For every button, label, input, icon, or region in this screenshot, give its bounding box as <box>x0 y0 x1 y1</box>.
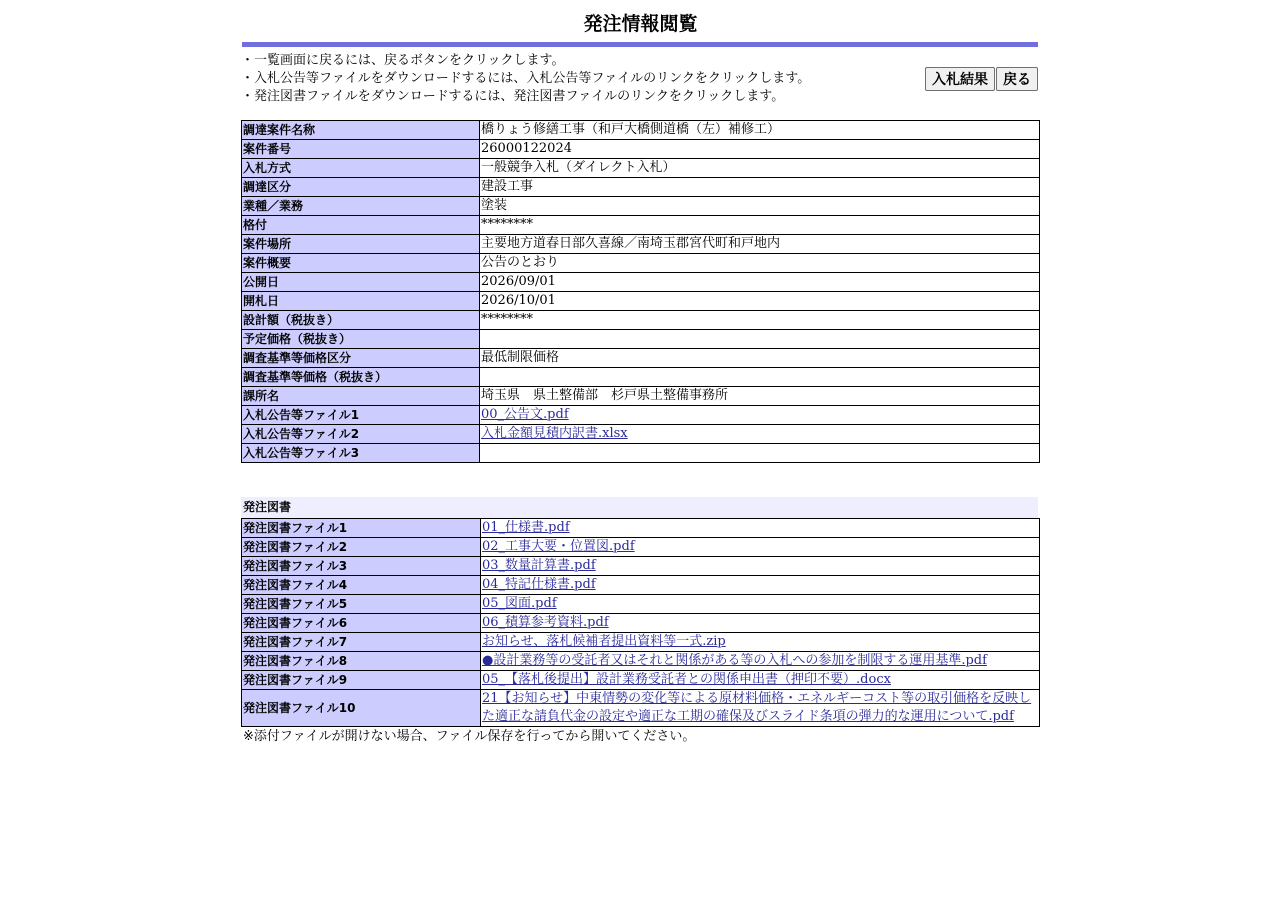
document-row <box>242 538 1040 557</box>
info-row <box>242 197 1040 216</box>
instructions <box>241 47 1040 120</box>
info-value: 2026/10/01 <box>480 292 1040 311</box>
document-file-link[interactable]: 05_図面.pdf <box>482 596 557 611</box>
document-file-link[interactable]: 02_工事大要・位置図.pdf <box>482 539 635 554</box>
document-file-link[interactable]: 06_積算参考資料.pdf <box>482 615 609 630</box>
instruction-docs-download: ・発注図書ファイルをダウンロードするには、発注図書ファイルのリンクをクリックします。 <box>241 89 785 104</box>
document-label: 発注図書ファイル3 <box>242 557 481 576</box>
document-value-cell <box>481 557 1040 576</box>
info-row <box>242 292 1040 311</box>
document-row <box>242 652 1040 671</box>
document-file-link[interactable]: 03_数量計算書.pdf <box>482 558 596 573</box>
instruction-back: ・一覧画面に戻るには、戻るボタンをクリックします。 <box>241 53 565 68</box>
info-value-cell <box>480 406 1040 425</box>
info-label: 課所名 <box>242 387 480 406</box>
order-documents-heading: 発注図書 <box>241 497 1038 518</box>
info-label: 格付 <box>242 216 480 235</box>
info-value: 塗装 <box>480 197 1040 216</box>
info-label: 予定価格（税抜き） <box>242 330 480 349</box>
info-row <box>242 254 1040 273</box>
info-label: 調達案件名称 <box>242 121 480 140</box>
document-file-link[interactable]: 05_【落札後提出】設計業務受託者との関係申出書（押印不要）.docx <box>482 672 891 687</box>
info-value <box>480 444 1040 463</box>
info-row <box>242 140 1040 159</box>
bid-results-button[interactable]: 入札結果 <box>925 67 995 91</box>
info-row <box>242 425 1040 444</box>
document-row <box>242 519 1040 538</box>
document-row <box>242 671 1040 690</box>
info-row <box>242 387 1040 406</box>
info-label: 調査基準等価格（税抜き） <box>242 368 480 387</box>
info-row <box>242 121 1040 140</box>
info-label: 設計額（税抜き） <box>242 311 480 330</box>
document-value-cell <box>481 652 1040 671</box>
back-button[interactable]: 戻る <box>996 67 1038 91</box>
document-row <box>242 690 1040 727</box>
info-row <box>242 273 1040 292</box>
document-label: 発注図書ファイル7 <box>242 633 481 652</box>
info-label: 公開日 <box>242 273 480 292</box>
info-label: 入札方式 <box>242 159 480 178</box>
info-label: 案件番号 <box>242 140 480 159</box>
info-row <box>242 330 1040 349</box>
document-value-cell <box>481 538 1040 557</box>
document-label: 発注図書ファイル8 <box>242 652 481 671</box>
info-label: 入札公告等ファイル1 <box>242 406 480 425</box>
document-value-cell <box>481 690 1040 727</box>
info-label: 入札公告等ファイル3 <box>242 444 480 463</box>
document-file-link[interactable]: 01_仕様書.pdf <box>482 520 570 535</box>
info-label: 調査基準等価格区分 <box>242 349 480 368</box>
info-value-cell <box>480 425 1040 444</box>
info-row <box>242 216 1040 235</box>
document-row <box>242 595 1040 614</box>
document-value-cell <box>481 633 1040 652</box>
info-row <box>242 178 1040 197</box>
info-row <box>242 311 1040 330</box>
info-value: 公告のとおり <box>480 254 1040 273</box>
document-label: 発注図書ファイル5 <box>242 595 481 614</box>
document-file-link[interactable]: お知らせ、落札候補者提出資料等一式.zip <box>482 634 726 649</box>
document-file-link[interactable]: 04_特記仕様書.pdf <box>482 577 596 592</box>
info-value: 橋りょう修繕工事（和戸大橋側道橋（左）補修工） <box>480 121 1040 140</box>
info-value: 26000122024 <box>480 140 1040 159</box>
info-value: 最低制限価格 <box>480 349 1040 368</box>
info-row <box>242 159 1040 178</box>
info-value: 主要地方道春日部久喜線／南埼玉郡宮代町和戸地内 <box>480 235 1040 254</box>
info-value <box>480 368 1040 387</box>
info-label: 案件場所 <box>242 235 480 254</box>
document-value-cell <box>481 595 1040 614</box>
document-value-cell <box>481 671 1040 690</box>
document-label: 発注図書ファイル4 <box>242 576 481 595</box>
document-file-link[interactable]: 21【お知らせ】中東情勢の変化等による原材料価格・エネルギーコスト等の取引価格を反映した適正な請負代金の設定や適正な工期の確保及びスライド条項の弾力的な運用について.pdf <box>482 691 1032 724</box>
document-label: 発注図書ファイル9 <box>242 671 481 690</box>
document-row <box>242 576 1040 595</box>
info-row <box>242 235 1040 254</box>
document-label: 発注図書ファイル10 <box>242 690 481 727</box>
attachment-note: ※添付ファイルが開けない場合、ファイル保存を行ってから開いてください。 <box>243 729 696 744</box>
info-value: 埼玉県 県土整備部 杉戸県土整備事務所 <box>480 387 1040 406</box>
info-label: 調達区分 <box>242 178 480 197</box>
info-row <box>242 406 1040 425</box>
document-label: 発注図書ファイル6 <box>242 614 481 633</box>
info-label: 開札日 <box>242 292 480 311</box>
document-value-cell <box>481 519 1040 538</box>
info-value: ******** <box>480 311 1040 330</box>
notice-file-link[interactable]: 00_公告文.pdf <box>481 407 569 422</box>
document-value-cell <box>481 614 1040 633</box>
info-value: 一般競争入札（ダイレクト入札） <box>480 159 1040 178</box>
info-label: 案件概要 <box>242 254 480 273</box>
document-file-link[interactable]: ●設計業務等の受託者又はそれと関係がある等の入札への参加を制限する運用基準.pdf <box>482 653 987 668</box>
page-title: 発注情報閲覧 <box>583 13 698 35</box>
info-row <box>242 444 1040 463</box>
info-label: 業種／業務 <box>242 197 480 216</box>
document-value-cell <box>481 576 1040 595</box>
info-value <box>480 330 1040 349</box>
info-row <box>242 349 1040 368</box>
info-label: 入札公告等ファイル2 <box>242 425 480 444</box>
page-container <box>241 0 1040 747</box>
document-row <box>242 557 1040 576</box>
action-buttons <box>924 67 1038 91</box>
info-value: ******** <box>480 216 1040 235</box>
document-row <box>242 633 1040 652</box>
document-row <box>242 614 1040 633</box>
info-row <box>242 368 1040 387</box>
procurement-info-table <box>241 120 1040 463</box>
info-value: 2026/09/01 <box>480 273 1040 292</box>
document-label: 発注図書ファイル1 <box>242 519 481 538</box>
info-value: 建設工事 <box>480 178 1040 197</box>
notice-file-link[interactable]: 入札金額見積内訳書.xlsx <box>481 426 628 441</box>
document-label: 発注図書ファイル2 <box>242 538 481 557</box>
order-documents-table <box>241 518 1040 727</box>
instruction-notice-download: ・入札公告等ファイルをダウンロードするには、入札公告等ファイルのリンクをクリックします。 <box>241 71 811 86</box>
